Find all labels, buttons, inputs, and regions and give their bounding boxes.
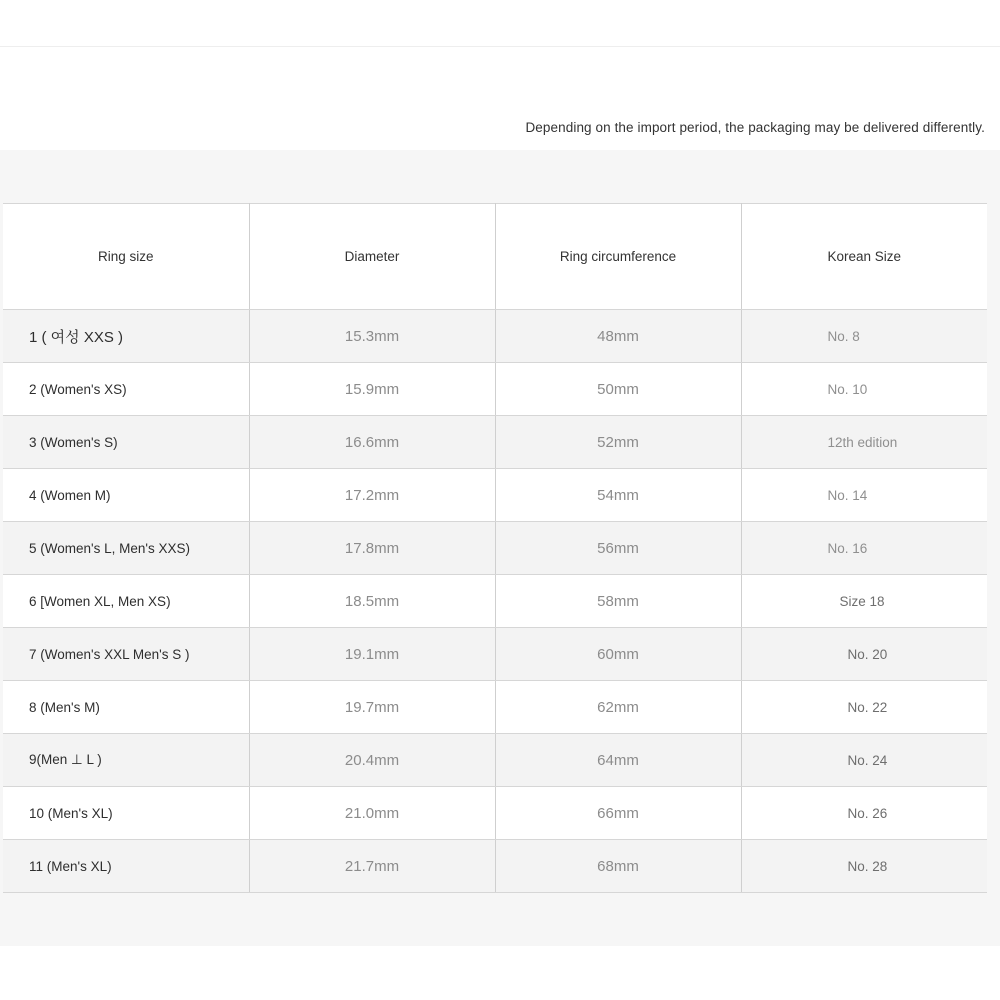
cell-ring-size: 3 (Women's S) <box>3 416 249 469</box>
cell-circumference: 54mm <box>495 469 741 522</box>
table-row <box>3 469 987 522</box>
table-row <box>3 628 987 681</box>
table-row <box>3 787 987 840</box>
table-row <box>3 681 987 734</box>
table-row <box>3 522 987 575</box>
cell-korean-size: No. 16 <box>741 522 987 575</box>
ring-size-table <box>3 203 987 893</box>
cell-circumference: 56mm <box>495 522 741 575</box>
cell-ring-size: 9(Men ⊥ L ) <box>3 734 249 787</box>
cell-diameter: 19.7mm <box>249 681 495 734</box>
header-diameter: Diameter <box>249 204 495 310</box>
cell-diameter: 17.2mm <box>249 469 495 522</box>
cell-diameter: 15.3mm <box>249 310 495 363</box>
cell-korean-size: 12th edition <box>741 416 987 469</box>
cell-circumference: 50mm <box>495 363 741 416</box>
cell-circumference: 64mm <box>495 734 741 787</box>
cell-diameter: 19.1mm <box>249 628 495 681</box>
table-row <box>3 310 987 363</box>
cell-circumference: 60mm <box>495 628 741 681</box>
cell-ring-size: 7 (Women's XXL Men's S ) <box>3 628 249 681</box>
cell-circumference: 66mm <box>495 787 741 840</box>
header-ring-circumference: Ring circumference <box>495 204 741 310</box>
table-row <box>3 734 987 787</box>
cell-korean-size: No. 14 <box>741 469 987 522</box>
cell-circumference: 48mm <box>495 310 741 363</box>
cell-ring-size: 2 (Women's XS) <box>3 363 249 416</box>
cell-korean-size: No. 10 <box>741 363 987 416</box>
cell-circumference: 62mm <box>495 681 741 734</box>
cell-korean-size: No. 24 <box>741 734 987 787</box>
table-row <box>3 416 987 469</box>
header-ring-size: Ring size <box>3 204 249 310</box>
cell-ring-size: 6 [Women XL, Men XS) <box>3 575 249 628</box>
table-row <box>3 575 987 628</box>
packaging-notice: Depending on the import period, the packaging may be delivered differently. <box>525 120 985 135</box>
cell-ring-size: 11 (Men's XL) <box>3 840 249 893</box>
cell-diameter: 21.7mm <box>249 840 495 893</box>
cell-korean-size: No. 28 <box>741 840 987 893</box>
cell-korean-size: No. 22 <box>741 681 987 734</box>
cell-korean-size: No. 20 <box>741 628 987 681</box>
cell-korean-size: No. 8 <box>741 310 987 363</box>
cell-diameter: 17.8mm <box>249 522 495 575</box>
cell-diameter: 20.4mm <box>249 734 495 787</box>
cell-ring-size: 5 (Women's L, Men's XXS) <box>3 522 249 575</box>
cell-diameter: 15.9mm <box>249 363 495 416</box>
cell-diameter: 21.0mm <box>249 787 495 840</box>
header-korean-size: Korean Size <box>741 204 987 310</box>
table-row <box>3 363 987 416</box>
cell-diameter: 16.6mm <box>249 416 495 469</box>
cell-circumference: 68mm <box>495 840 741 893</box>
table-header-row <box>3 204 987 310</box>
cell-diameter: 18.5mm <box>249 575 495 628</box>
cell-korean-size: Size 18 <box>741 575 987 628</box>
cell-ring-size: 10 (Men's XL) <box>3 787 249 840</box>
table-row <box>3 840 987 893</box>
cell-ring-size: 4 (Women M) <box>3 469 249 522</box>
top-divider <box>0 46 1000 47</box>
cell-circumference: 52mm <box>495 416 741 469</box>
cell-korean-size: No. 26 <box>741 787 987 840</box>
cell-circumference: 58mm <box>495 575 741 628</box>
cell-ring-size: 8 (Men's M) <box>3 681 249 734</box>
cell-ring-size: 1 ( 여성 XXS ) <box>3 310 249 363</box>
